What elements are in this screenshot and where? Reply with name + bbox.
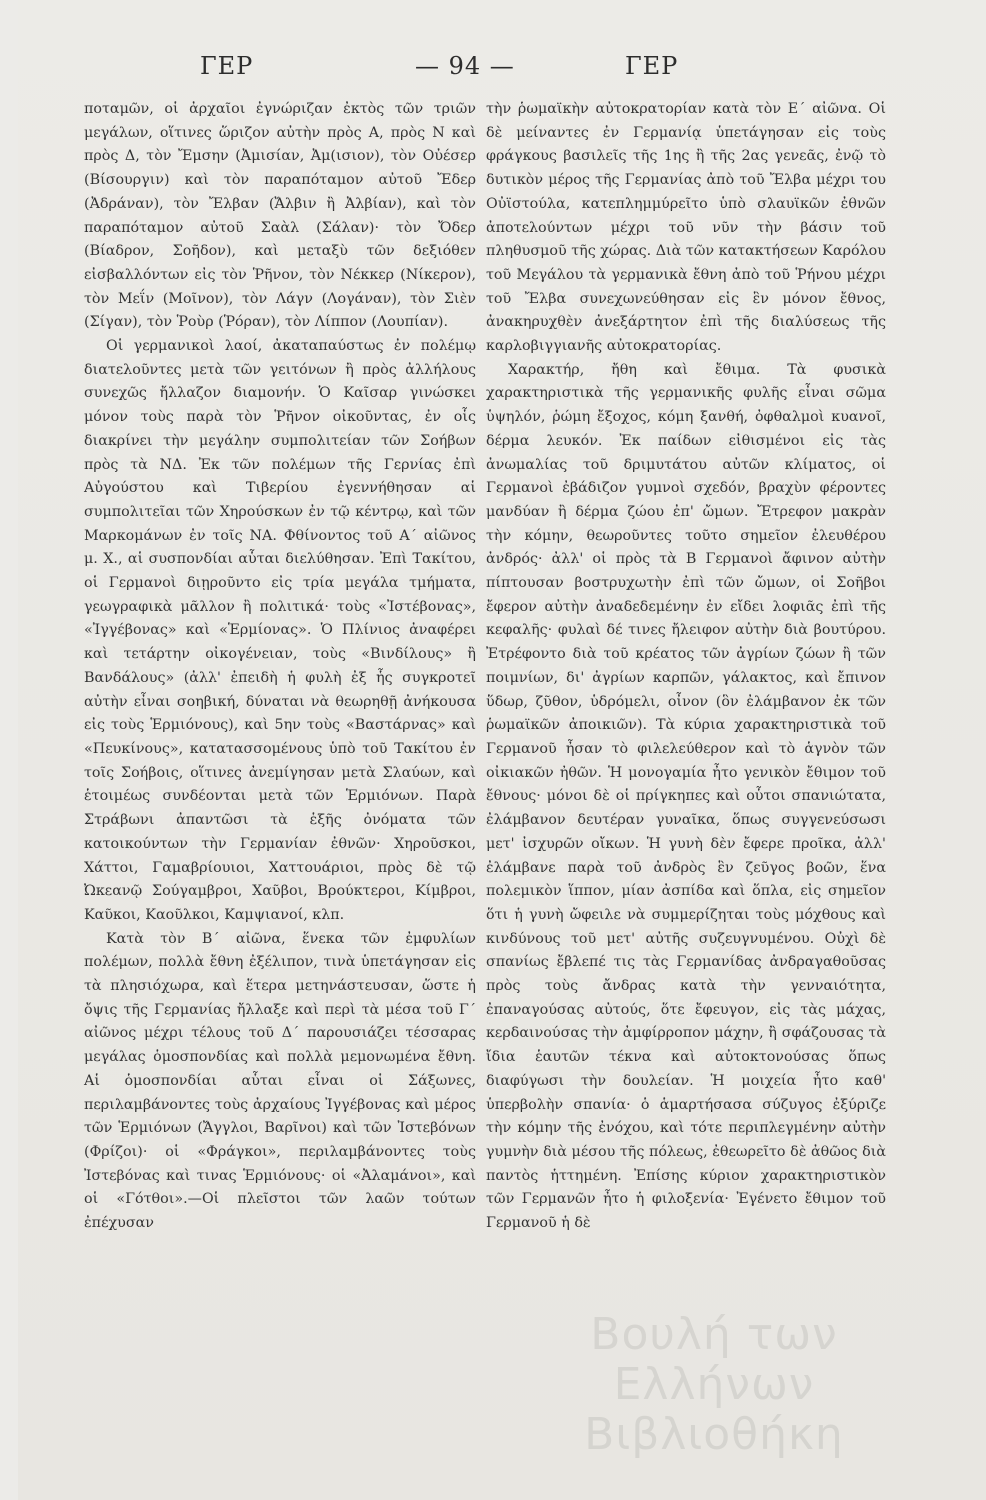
paragraph: τὴν ῥωμαϊκὴν αὐτοκρατορίαν κατὰ τὸν Ε΄ αἰῶνα. Οἱ δὲ μείναντες ἐν Γερμανίᾳ ὑπετάγησαν εἰς τοὺς φράγκους βασιλεῖς τῆς 1ης ἢ τῆς 2ας γενεᾶς, ἐνῷ τὸ δυτικὸν μέρος τῆς Γερμανίας ἀπὸ τοῦ Ἔλβα μέχρι του Οὐϊστούλα, κατεπλημμύρεῖτο ὑπὸ σλαυϊκῶν ἐθνῶν ἀποτελούντων μέχρι τοῦ νῦν τὴν βάσιν τοῦ πληθυσμοῦ τῆς χώρας. Διὰ τῶν κατακτήσεων Καρόλου τοῦ Μεγάλου τὰ γερμανικὰ ἔθνη ἀπὸ τοῦ Ῥήνου μέχρι τοῦ Ἔλβα συνεχωνεύθησαν εἰς ἓν μόνον ἔθνος, ἀνακηρυχθὲν ἀνεξάρτητον ἐπὶ τῆς διαλύσεως τῆς καρλοβιγγιανῆς αὐτοκρατορίας. <box>486 101 886 355</box>
paragraph: Χαρακτήρ, ἤθη καὶ ἔθιμα. Τὰ φυσικὰ χαρακτηριστικὰ τῆς γερμανικῆς φυλῆς εἶναι σῶμα ὑψηλόν, ῥώμη ἔξοχος, κόμη ξανθή, ὀφθαλμοὶ κυανοῖ, δέρμα λευκόν. Ἐκ παίδων εἰθισμένοι εἰς τὰς ἀνωμαλίας τοῦ δριμυτάτου αὐτῶν κλίματος, οἱ Γερμανοὶ ἐβάδιζον γυμνοὶ σχεδόν, βραχὺν φέροντες μανδύαν ἢ δέρμα ζώου ἐπ' ὤμων. Ἔτρεφον μακρὰν τὴν κόμην, θεωροῦντες τοῦτο σημεῖον ἐλευθέρου ἀνδρός· ἀλλ' οἱ πρὸς τὰ Β Γερμανοὶ ἄφινον αὐτὴν πίπτουσαν βοστρυχωτὴν ἐπὶ τῶν ὤμων, οἱ Σοῆβοι ἔφερον αὐτὴν ἀναδεδεμένην ἐν εἴδει λοφιᾶς ἐπὶ τῆς κεφαλῆς· φυλαὶ δέ τινες ἤλειφον αὐτὴν διὰ βουτύρου. Ἐτρέφοντο διὰ τοῦ κρέατος τῶν ἀγρίων ζώων ἢ τῶν ποιμνίων, δι' ἀγρίων καρπῶν, γάλακτος, καὶ ἔπινον ὕδωρ, ζῦθον, ὑδρόμελι, οἶνον (ὃν ἐλάμβανον ἐκ τῶν ῥωμαϊκῶν ἀποικιῶν). Τὰ κύρια χαρακτηριστικὰ τοῦ Γερμανοῦ ἦσαν τὸ φιλελεύθερον καὶ τὸ ἁγνὸν τῶν οἰκιακῶν ἠθῶν. Ἡ μονογαμία ἦτο γενικὸν ἔθιμον τοῦ ἔθνους· μόνοι δὲ οἱ πρίγκηπες καὶ οὗτοι σπανιώτατα, ἐλάμβανον δευτέραν γυναῖκα, ὅπως συγγενεύσωσι μετ' ἰσχυρῶν οἴκων. Ἡ γυνὴ δὲν ἔφερε προῖκα, ἀλλ' ἐλάμβανε παρὰ τοῦ ἀνδρὸς ἓν ζεῦγος βοῶν, ἕνα πολεμικὸν ἵππον, μίαν ἀσπίδα καὶ ὅπλα, εἰς σημεῖον ὅτι ἡ γυνὴ ὤφειλε νὰ συμμερίζηται τοὺς μόχθους καὶ κινδύνους τοῦ μετ' αὐτῆς συζευγνυμένου. Οὐχὶ δὲ σπανίως ἔβλεπέ τις τὰς Γερμανίδας ἀνδραγαθοῦσας πρὸς τοὺς ἄνδρας κατὰ τὴν γενναιότητα, ἐπαναγούσας αὐτούς, ὅτε ἔφευγον, εἰς τὰς μάχας, κερδαινούσας τὴν ἀμφίρροπον μάχην, ἢ σφάζουσας τὰ ἴδια ἑαυτῶν τέκνα καὶ αὐτοκτονούσας ὅπως διαφύγωσι τὴν δουλείαν. Ἡ μοιχεία ἦτο καθ' ὑπερβολὴν σπανία· ὁ ἁμαρτήσασα σύζυγος ἐξύριζε τὴν κόμην τῆς ἐνόχου, καὶ τότε περιπλεγμένην αὐτὴν γυμνὴν διὰ μέσου τῆς πόλεως, ἐθεωρεῖτο δὲ ἀθῶος διὰ παντὸς ἡττημένη. Ἐπίσης κύριον χαρακτηριστικὸν τῶν Γερμανῶν ἦτο ἡ φιλοξενία· Ἐγένετο ἔθιμον τοῦ Γερμανοῦ ἡ δὲ <box>486 361 886 1232</box>
right-column <box>486 98 886 1236</box>
left-column <box>84 98 476 1236</box>
header-left: ΓΕΡ <box>200 52 254 80</box>
header-right: ΓΕΡ <box>625 52 679 80</box>
page-number: — 94 — <box>415 52 515 80</box>
running-header <box>0 52 986 92</box>
paragraph: Οἱ γερμανικοὶ λαοί, ἀκαταπαύστως ἐν πολέμῳ διατελοῦντες μετὰ τῶν γειτόνων ἢ πρὸς ἀλλήλους συνεχῶς ἤλλαζον διαμονήν. Ὁ Καῖσαρ γινώσκει μόνον τοὺς παρὰ τὸν Ῥῆνον οἰκοῦντας, ἐν οἷς διακρίνει τὴν μεγάλην συμπολιτείαν τῶν Σοήβων πρὸς τὰ ΝΔ. Ἐκ τῶν πολέμων τῆς Γερνίας ἐπὶ Αὐγούστου καὶ Τιβερίου ἐγεννήθησαν αἱ συμπολιτεῖαι τῶν Χηρούσκων ἐν τῷ κέντρῳ, καὶ τῶν Μαρκομάνων ἐν τοῖς ΝΑ. Φθίνοντος τοῦ Α΄ αἰῶνος μ. Χ., αἱ συσπονδίαι αὗται διελύθησαν. Ἐπὶ Τακίτου, οἱ Γερμανοὶ διῃροῦντο εἰς τρία μεγάλα τμήματα, γεωγραφικὰ μᾶλλον ἢ πολιτικά· τοὺς «Ἰστέβονας», «Ἰγγέβονας» καὶ «Ἑρμίονας». Ὁ Πλίνιος ἀναφέρει καὶ τετάρτην οἰκογένειαν, τοὺς «Βινδίλους» ἢ Βανδάλους» (ἀλλ' ἐπειδὴ ἡ φυλὴ ἐξ ἧς συγκροτεῖ αὐτὴν εἶναι σοηβική, δύναται νὰ θεωρηθῇ ἀνήκουσα εἰς τοὺς Ἑρμιόνους), καὶ 5ην τοὺς «Βαστάρνας» καὶ «Πευκίνους», κατατασσομένους ὑπὸ τοῦ Τακίτου ἐν τοῖς Σοήβοις, οἵτινες ἀνεμίγησαν μετὰ Σλαύων, καὶ ἑτοιμέως συνδέονται μετὰ τῶν Ἑρμιόνων. Παρὰ Στράβωνι ἀπαντῶσι τὰ ἑξῆς ὀνόματα τῶν κατοικούντων τὴν Γερμανίαν ἐθνῶν· Χηροῦσκοι, Χάττοι, Γαμαβρίουιοι, Χαττουάριοι, πρὸς δὲ τῷ Ὠκεανῷ Σούγαμβροι, Χαῦβοι, Βρούκτεροι, Κίμβροι, Καῦκοι, Καοῦλκοι, Καμψιανοί, κλπ. <box>84 338 476 923</box>
library-watermark: Βουλή των Ελλήνων Βιβλιοθήκη <box>584 1309 844 1460</box>
paragraph: ποταμῶν, οἱ ἀρχαῖοι ἐγνώριζαν ἐκτὸς τῶν τριῶν μεγάλων, οἵτινες ὥριζον αὐτὴν πρὸς Α, πρὸς Ν καὶ πρὸς Δ, τὸν Ἔμσην (Ἀμισίαν, Ἀμ(ισιον), τὸν Οὐέσερ (Βίσουργιν) καὶ τὸν παραπόταμον αὐτοῦ Ἔδερ (Ἀδράναν), τὸν Ἔλβαν (Ἄλβιν ἢ Ἀλβίαν), καὶ τὸν παραπόταμον αὐτοῦ Σαὰλ (Σάλαν)· τὸν Ὄδερ (Βίαδρον, Σοῆδον), καὶ μεταξὺ τῶν δεξιόθεν εἰσβαλλόντων εἰς τὸν Ῥῆνον, τὸν Νέκκερ (Νίκερον), τὸν Μεΐν (Μοῖνον), τὸν Λάγν (Λογάναν), τὸν Σιὲν (Σίγαν), τὸν Ῥοὺρ (Ῥόραν), τὸν Λίππον (Λουπίαν). <box>84 101 476 331</box>
paragraph: Κατὰ τὸν Β΄ αἰῶνα, ἕνεκα τῶν ἐμφυλίων πολέμων, πολλὰ ἔθνη ἐξέλιπον, τινὰ ὑπετάγησαν εἰς τὰ πλησιόχωρα, καὶ ἕτερα μετηνάστευσαν, ὥστε ἡ ὄψις τῆς Γερμανίας ἤλλαξε καὶ περὶ τὰ μέσα τοῦ Γ΄ αἰῶνος μέχρι τέλους τοῦ Δ΄ παρουσιάζει τέσσαρας μεγάλας ὁμοσπονδίας καὶ πολλὰ μεμονωμένα ἔθνη. Αἱ ὁμοσπονδίαι αὗται εἶναι οἱ Σάξωνες, περιλαμβάνοντες τοὺς ἀρχαίους Ἰγγέβονας καὶ μέρος τῶν Ἑρμιόνων (Ἄγγλοι, Βαρῖνοι) καὶ τῶν Ἰστεβόνων (Φρίζοι)· οἱ «Φράγκοι», περιλαμβάνοντες τοὺς Ἰστεβόνας καὶ τινας Ἑρμιόνους· οἱ «Ἀλαμάνοι», καὶ οἱ «Γότθοι».—Οἱ πλεῖστοι τῶν λαῶν τούτων ἐπέχυσαν <box>84 930 476 1232</box>
page-edge <box>0 0 18 1500</box>
